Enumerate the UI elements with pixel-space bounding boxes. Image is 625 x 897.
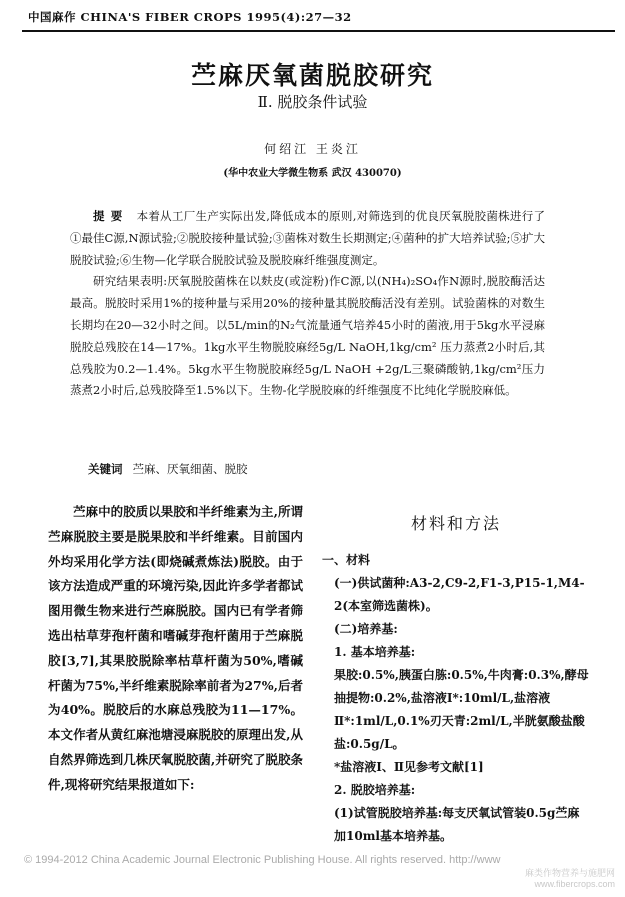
abstract-text-1: 本着从工厂生产实际出发,降低成本的原则,对筛选到的优良厌氧脱胶菌株进行了①最佳C源,N源试验;②脱胶接种量试验;③菌株对数生长期测定;④菌种的扩大培养试验;⑤扩大脱胶试验;⑥生物—化学联合脱胶试验及脱胶麻纤维强度测定。: [70, 209, 546, 267]
strains-item: (一)供试菌种:A3-2,C9-2,F1-3,P15-1,M4-2(本室筛选菌株)。: [334, 576, 585, 613]
copyright-footer: © 1994-2012 China Academic Journal Electronic Publishing House. All rights reserved. http://www: [24, 854, 501, 866]
site-watermark: [525, 868, 615, 890]
authors: 何绍江 王炎江: [264, 142, 361, 156]
paper-subtitle: Ⅱ. 脱胶条件试验: [257, 93, 368, 111]
basic-medium-recipe: 果胶:0.5%,胰蛋白胨:0.5%,牛肉膏:0.3%,酵母抽提物:0.2%,盐溶液Ⅰ*:10ml/L,盐溶液Ⅱ*:1ml/L,0.1%刃天青:2ml/L,半胱氨酸盐酸盐:0.5g/L。: [334, 668, 589, 751]
intro-paragraph: 苎麻中的胶质以果胶和半纤维素为主,所谓苎麻脱胶主要是脱果胶和半纤维素。目前国内外均采用化学方法(即烧碱煮炼法)脱胶。由于该方法造成严重的环境污染,因此许多学者都试图用微生物来进行苎麻脱胶。国内已有学者筛选出枯草芽孢杆菌和嗜碱芽孢杆菌用于苎麻脱胶[3,7],其果胶脱除率枯草杆菌为50%,嗜碱杆菌为75%,半纤维素脱除率前者为27%,后者为40%。脱胶后的水麻总残胶为11—17%。本文作者从黄红麻池塘浸麻脱胶的原理出发,从自然界筛选到几株厌氧脱胶菌,并研究了脱胶条件,现将研究结果报道如下:: [48, 504, 303, 792]
keywords: [88, 461, 248, 477]
keywords-text: 苎麻、厌氧细菌、脱胶: [132, 462, 248, 476]
watermark-line-1: 麻类作物营养与施肥网: [524, 868, 615, 878]
abstract-para-1: [70, 206, 545, 271]
abstract: [70, 206, 545, 402]
media-heading: (二)培养基:: [334, 622, 398, 636]
watermark-line-2: www.fibercrops.com: [534, 879, 615, 889]
paper-title: 苎麻厌氧菌脱胶研究: [190, 61, 434, 90]
header-rule: [22, 30, 615, 32]
subsection-materials: 一、材料: [322, 553, 371, 567]
right-column: [322, 500, 590, 848]
section-heading: 材料和方法: [410, 514, 501, 533]
affiliation: (华中农业大学微生物系 武汉 430070): [223, 168, 402, 179]
degumming-medium-heading: 2. 脱胶培养基:: [334, 783, 416, 797]
tube-medium-item: (1)试管脱胶培养基:每支厌氧试管装0.5g苎麻加10ml基本培养基。: [334, 806, 580, 843]
running-header: 中国麻作 CHINA'S FIBER CROPS 1995(4):27—32: [28, 10, 352, 24]
keywords-label: 关键词: [88, 462, 123, 476]
basic-medium-heading: 1. 基本培养基:: [334, 645, 416, 659]
abstract-para-2: 研究结果表明:厌氧脱胶菌株在以麸皮(或淀粉)作C源,以(NH₄)₂SO₄作N源时,脱胶酶活达最高。脱胶时采用1%的接种量与采用20%的接种量其脱胶酶活没有差别。试验菌株的对数生长期均在20—32小时之间。以5L/min的N₂气流量通气培养45小时的菌液,用于5kg水平浸麻脱胶总残胶在14—17%。1kg水平生物脱胶麻经5g/L NaOH,1kg/cm² 压力蒸煮2小时后,其总残胶为0.2—1.4%。5kg水平生物脱胶麻经5g/L NaOH +2g/L三聚磷酸钠,1kg/cm²压力蒸煮2小时后,总残胶降至1.5%以下。生物-化学脱胶麻的纤维强度不比纯化学脱胶麻低。: [70, 274, 545, 398]
left-column: [48, 500, 303, 798]
abstract-label: 提要: [93, 209, 129, 223]
salt-solution-note: *盐溶液Ⅰ、Ⅱ见参考文献[1]: [334, 760, 484, 774]
